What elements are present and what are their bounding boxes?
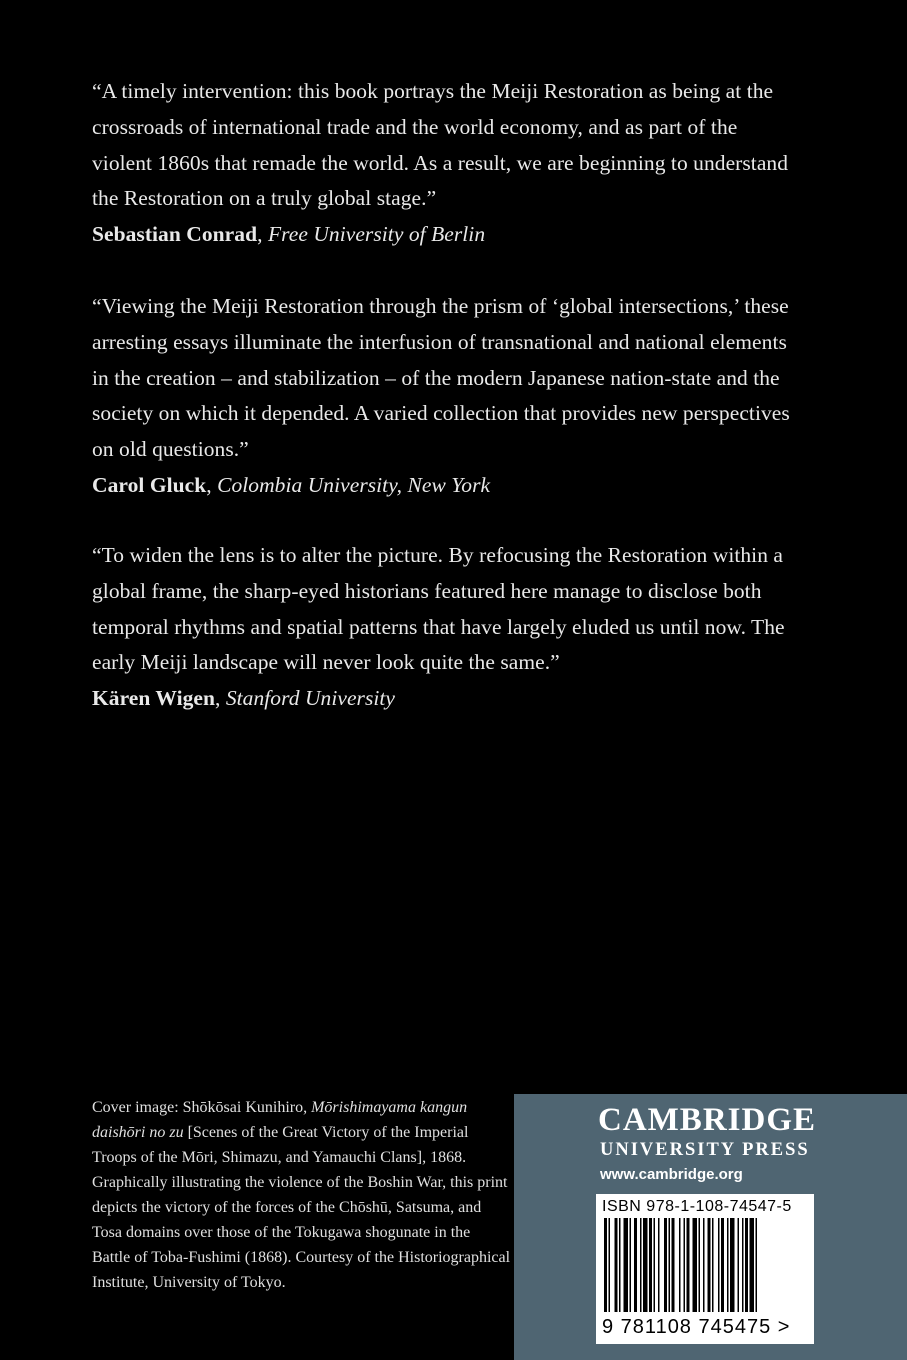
publisher-subtitle: UNIVERSITY PRESS — [600, 1140, 810, 1160]
credit-title: Mōrishimayama kangun daishōri no zu — [92, 1099, 468, 1141]
cover-image-credit — [92, 1095, 512, 1295]
quote-author: Sebastian Conrad — [92, 222, 258, 247]
barcode-box — [596, 1194, 814, 1344]
quote-affiliation: Colombia University, New York — [217, 472, 491, 497]
isbn-label: ISBN 978-1-108-74547-5 — [602, 1198, 792, 1215]
quote-text: “Viewing the Meiji Restoration through the prism of ‘global intersections,’ these arresting essays illuminate the interfusion of transnational and national elements in the creation – and stabilization – of the modern Japanese nation-state and the society on which it depended. A varied collection that provides new perspectives on old questions.” — [92, 294, 790, 462]
quote-attribution: Sebastian Conrad, Free University of Berlin — [92, 222, 486, 247]
publisher-panel — [514, 1094, 907, 1360]
blurb-quote-1 — [92, 74, 792, 253]
publisher-url: www.cambridge.org — [600, 1166, 743, 1183]
credit-rest: [Scenes of the Great Victory of the Imperial Troops of the Mōri, Shimazu, and Yamauchi Clans], 1868. Graphically illustrating the violence of the Boshin War, this print depicts the victory of the forces of the Chōshū, Satsuma, and Tosa domains over those of the Tokugawa shogunate in the Battle of Toba-Fushimi (1868). Courtesy of the Historiographical Institute, University of Tokyo. — [92, 1124, 511, 1291]
quote-affiliation: Stanford University — [225, 686, 396, 711]
blurb-quote-3 — [92, 538, 792, 717]
quote-attribution: Carol Gluck, Colombia University, New York — [92, 472, 491, 497]
barcode-digits: 9 781108 745475 > — [602, 1316, 791, 1338]
quote-author: Carol Gluck — [92, 472, 207, 497]
quote-attribution: Kären Wigen, Stanford University — [92, 686, 396, 711]
quote-affiliation: Free University of Berlin — [267, 222, 486, 247]
blurb-quote-2 — [92, 289, 792, 504]
quote-text: “To widen the lens is to alter the picture. By refocusing the Restoration within a global frame, the sharp-eyed historians featured here manage to disclose both temporal rhythms and spatial patterns that have largely eluded us until now. The early Meiji landscape will never look quite the same.” — [92, 543, 785, 675]
quote-text: “A timely intervention: this book portrays the Meiji Restoration as being at the crossroads of international trade and the world economy, and as part of the violent 1860s that remade the world. As a result, we are beginning to understand the Restoration on a truly global stage.” — [92, 79, 789, 211]
publisher-name: CAMBRIDGE — [598, 1102, 817, 1138]
quote-author: Kären Wigen — [92, 686, 215, 711]
credit-lead: Cover image: Shōkōsai Kunihiro, — [92, 1099, 312, 1116]
barcode-icon — [602, 1218, 808, 1314]
